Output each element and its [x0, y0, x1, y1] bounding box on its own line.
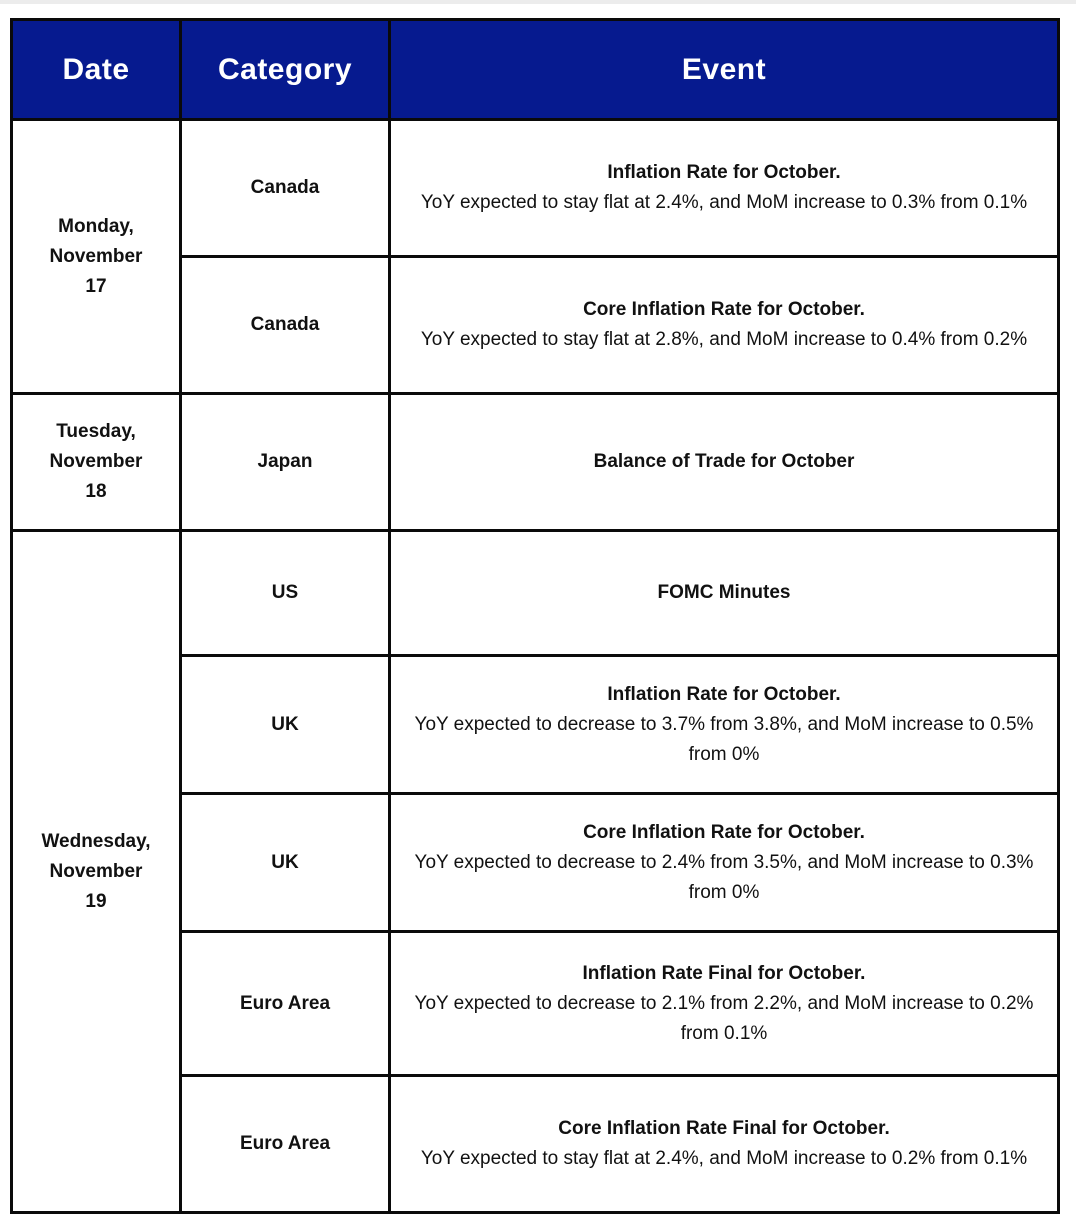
- event-title: Core Inflation Rate for October.: [583, 299, 865, 320]
- header-row: [12, 20, 1059, 120]
- category-cell: Canada: [181, 257, 390, 394]
- event-cell: [390, 394, 1059, 531]
- date-weekday: Monday,: [58, 215, 134, 237]
- event-column-header: Event: [390, 20, 1059, 120]
- date-cell-monday: [12, 120, 181, 394]
- event-description: YoY expected to stay flat at 2.4%, and MoM increase to 0.3% from 0.1%: [420, 192, 1028, 213]
- category-cell: UK: [181, 656, 390, 794]
- event-cell: [390, 257, 1059, 394]
- event-cell: [390, 932, 1059, 1076]
- category-cell: Japan: [181, 394, 390, 531]
- event-title: Balance of Trade for October: [593, 451, 855, 472]
- date-weekday: Wednesday,: [41, 830, 151, 852]
- date-month: November: [49, 860, 143, 882]
- date-cell-wednesday: [12, 531, 181, 1213]
- date-month: November: [49, 245, 143, 267]
- event-title: Core Inflation Rate for October.: [583, 821, 865, 843]
- date-day: 18: [85, 481, 107, 502]
- category-cell: Euro Area: [181, 932, 390, 1076]
- date-month: November: [49, 451, 143, 472]
- event-cell: [390, 656, 1059, 794]
- table-row: [12, 531, 1059, 656]
- event-title: Inflation Rate Final for October.: [582, 962, 866, 984]
- date-weekday: Tuesday,: [56, 421, 136, 442]
- category-cell: US: [181, 531, 390, 656]
- date-day: 17: [85, 275, 107, 297]
- event-description: YoY expected to stay flat at 2.8%, and MoM increase to 0.4% from 0.2%: [420, 329, 1028, 350]
- event-cell: [390, 794, 1059, 932]
- event-title: Inflation Rate for October.: [607, 683, 841, 705]
- event-cell: [390, 1076, 1059, 1213]
- top-divider: [0, 0, 1076, 4]
- economic-calendar-table: [10, 18, 1060, 1214]
- category-column-header: Category: [181, 20, 390, 120]
- event-description: YoY expected to decrease to 2.1% from 2.2%, and MoM increase to 0.2% from 0.1%: [414, 992, 1034, 1044]
- category-cell: Euro Area: [181, 1076, 390, 1213]
- table-row: [12, 394, 1059, 531]
- date-cell-tuesday: [12, 394, 181, 531]
- event-title: Inflation Rate for October.: [607, 162, 841, 183]
- table-row: [12, 120, 1059, 257]
- event-title: Core Inflation Rate Final for October.: [558, 1118, 890, 1139]
- date-day: 19: [85, 890, 107, 912]
- date-column-header: Date: [12, 20, 181, 120]
- event-description: YoY expected to stay flat at 2.4%, and MoM increase to 0.2% from 0.1%: [420, 1148, 1028, 1169]
- event-description: YoY expected to decrease to 3.7% from 3.8%, and MoM increase to 0.5% from 0%: [414, 713, 1034, 765]
- category-cell: UK: [181, 794, 390, 932]
- category-cell: Canada: [181, 120, 390, 257]
- event-cell: [390, 531, 1059, 656]
- event-title: FOMC Minutes: [657, 582, 791, 603]
- event-cell: [390, 120, 1059, 257]
- event-description: YoY expected to decrease to 2.4% from 3.5%, and MoM increase to 0.3% from 0%: [414, 851, 1034, 903]
